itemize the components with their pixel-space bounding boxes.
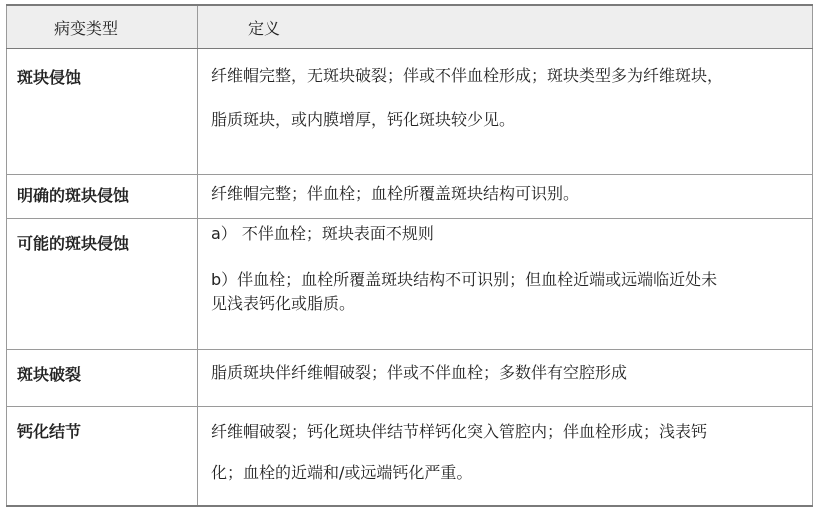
lesion-definition xyxy=(198,350,813,407)
lesion-name: 钙化结节 xyxy=(7,407,198,507)
table-row xyxy=(7,219,813,350)
table-row xyxy=(7,49,813,175)
definition-line: 脂质斑块伴纤维帽破裂；伴或不伴血栓；多数伴有空腔形成 xyxy=(211,363,628,382)
definition-line: a） 不伴血栓；斑块表面不规则 xyxy=(211,224,434,243)
lesion-definition xyxy=(198,219,813,350)
lesion-definition-table xyxy=(6,4,813,507)
lesion-name: 斑块侵蚀 xyxy=(7,49,198,175)
definition-line: 纤维帽破裂；钙化斑块伴结节样钙化突入管腔内；伴血栓形成；浅表钙 xyxy=(211,422,708,441)
definition-line: 见浅表钙化或脂质。 xyxy=(211,294,356,313)
table-row xyxy=(7,350,813,407)
definition-line: 纤维帽完整；伴血栓；血栓所覆盖斑块结构可识别。 xyxy=(211,184,580,203)
definition-line: 纤维帽完整，无斑块破裂；伴或不伴血栓形成；斑块类型多为纤维斑块， xyxy=(211,66,724,85)
lesion-definition xyxy=(198,49,813,175)
lesion-name: 斑块破裂 xyxy=(7,350,198,407)
definition-line: 化；血栓的近端和/或远端钙化严重。 xyxy=(211,463,473,482)
lesion-definition xyxy=(198,407,813,507)
table-row xyxy=(7,407,813,507)
table-row xyxy=(7,175,813,219)
definition-line: 脂质斑块，或内膜增厚，钙化斑块较少见。 xyxy=(211,110,516,129)
header-lesion-type: 病变类型 xyxy=(7,5,198,49)
definition-line: b）伴血栓；血栓所覆盖斑块结构不可识别；但血栓近端或远端临近处未 xyxy=(211,270,718,289)
lesion-name: 明确的斑块侵蚀 xyxy=(7,175,198,219)
header-definition: 定义 xyxy=(198,5,813,49)
table-header-row xyxy=(7,5,813,49)
lesion-definition xyxy=(198,175,813,219)
lesion-name: 可能的斑块侵蚀 xyxy=(7,219,198,350)
